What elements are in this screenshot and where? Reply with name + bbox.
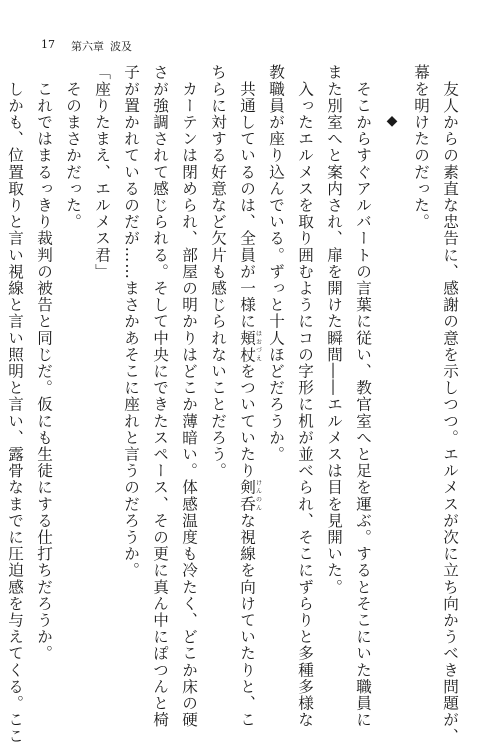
text-line: しかも、位置取りと言い視線と言い照明と言い、露骨なまでに圧迫感を与えてくる。ここ — [6, 64, 24, 745]
text-line: ちらに対する好意など欠片も感じられないことだろう。 — [209, 64, 227, 479]
text-line: さが強調されて感じられる。そして中央にできたスペース、その更に真ん中にぽつんと椅 — [151, 64, 169, 728]
ruby-base: 頬杖 — [238, 329, 256, 363]
chapter-label: 第六章 — [71, 40, 104, 53]
ruby-kennon — [238, 479, 262, 513]
line-segment: をついていたり — [238, 362, 256, 480]
ruby-hoozue — [238, 329, 262, 363]
text-line: 子が置かれているのだが……まさかあそこに座れと言うのだろうか。 — [122, 64, 140, 579]
text-line: 友人からの素直な忠告に、感謝の意を示しつつ。エルメスが次に立ち向かうべき問題が、 — [441, 64, 459, 745]
ruby-reading: ほおづえ — [254, 329, 262, 363]
text-line: 入ったエルメスを取り囲むようにコの字形に机が並べられ、そこにずらりと多種多様な — [296, 64, 314, 728]
text-line: そこからすぐアルバートの言葉に従い、教官室へと足を運ぶ。するとそこにいた職員に — [354, 64, 372, 728]
line-segment: な視線を向けていたりと、こ — [238, 512, 256, 729]
text-line: これではまるっきり裁判の被告と同じだ。仮にも生徒にする仕打ちだろうか。 — [35, 64, 53, 662]
text-line: カーテンは閉められ、部屋の明かりはどこか薄暗い。体感温度も冷たく、どこか床の硬 — [180, 64, 198, 728]
chapter-title: 波及 — [110, 40, 132, 53]
text-line: また別室へと案内され、扉を開けた瞬間――エルメスは目を見開いた。 — [325, 64, 343, 596]
dialogue-line: 「座りたまえ、エルメス君」 — [93, 64, 111, 280]
text-line: 幕を明けたのだった。 — [412, 64, 430, 230]
line-segment: 共通しているのは、全員が一様に — [238, 64, 256, 330]
text-line: 教職員が座り込んでいる。ずっと十人ほどだろうか。 — [267, 64, 285, 463]
running-header — [41, 38, 132, 54]
chapter-heading — [71, 38, 132, 54]
text-line: そのまさかだった。 — [64, 64, 82, 230]
vertical-text-body — [6, 64, 464, 745]
page-number: 17 — [41, 38, 55, 51]
ruby-base: 剣呑 — [238, 479, 256, 513]
text-line-with-ruby — [232, 64, 262, 729]
section-separator-diamond: ◆ — [384, 113, 400, 130]
ruby-reading: けんのん — [254, 479, 262, 513]
